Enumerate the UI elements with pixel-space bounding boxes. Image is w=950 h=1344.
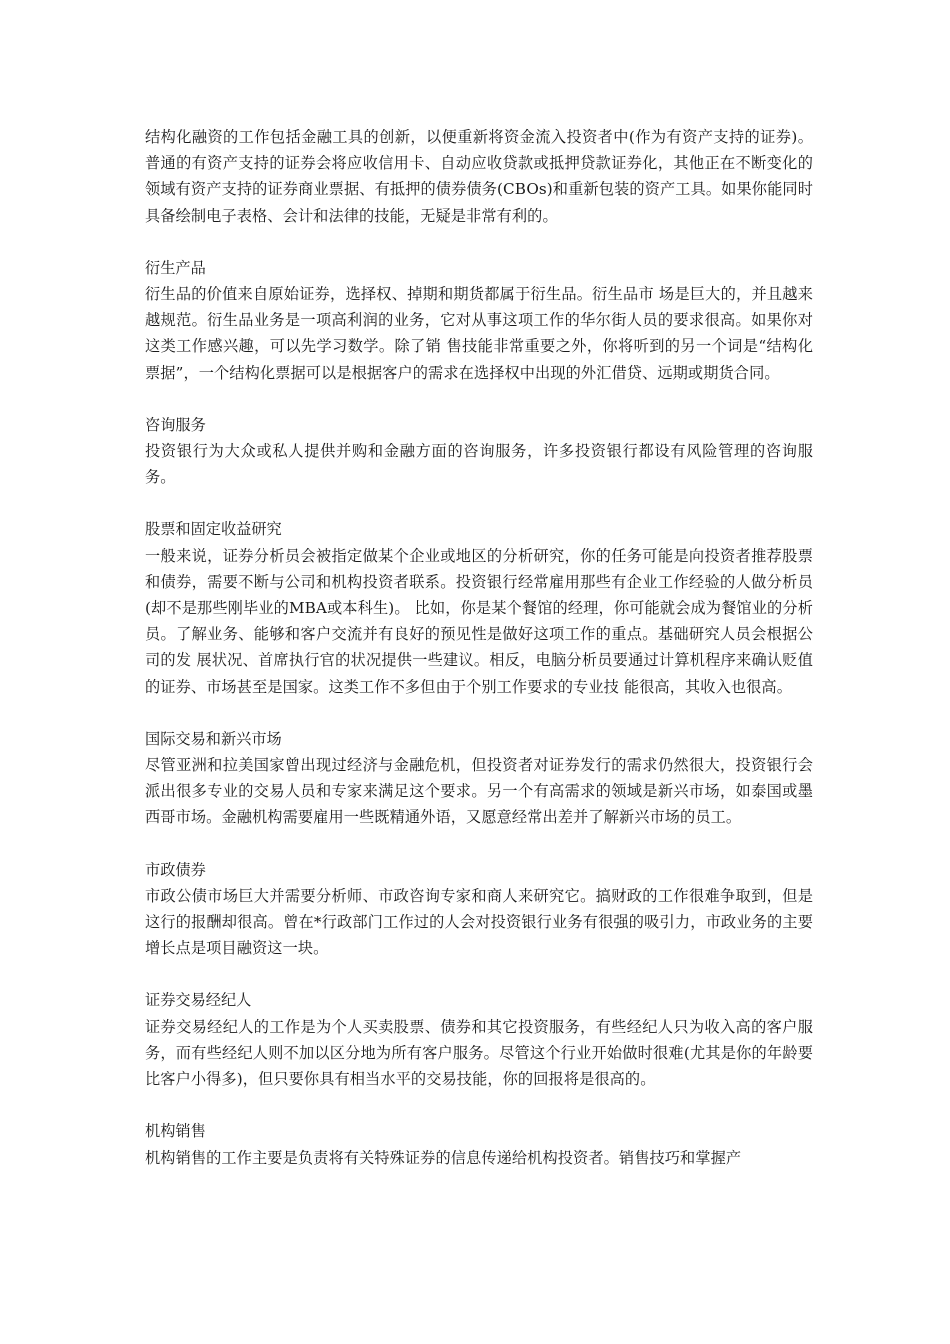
section-heading-brokerage: 证券交易经纪人 [145,991,252,1010]
spacer [145,490,813,516]
section-body-research: 一般来说，证券分析员会被指定做某个企业或地区的分析研究，你的任务可能是向投资者推荐股票和债券，需要不断与公司和机构投资者联系。投资银行经常雇用那些有企业工作经验的人做分析员(却不是那些刚毕业的MBA或本科生)。 比如，你是某个餐馆的经理，你可能就会成为餐馆业的分析员。了解业务、能够和客户交流并有良好的预见性是做好这项工作的重点。基础研究人员会根据公司的发 展状况、首席执行官的状况提供一些建议。相反，电脑分析员要通过计算机程序来确认贬值的证券、市场甚至是国家。这类工作不多但由于个别工作要求的专业技 能很高，其收入也很高。 [145,546,813,696]
section-body-institutional-sales: 机构销售的工作主要是负责将有关特殊证券的信息传递给机构投资者。销售技巧和掌握产 [145,1148,742,1167]
spacer [145,831,813,857]
section-heading-institutional-sales: 机构销售 [145,1122,206,1141]
section-body-brokerage: 证券交易经纪人的工作是为个人买卖股票、债券和其它投资服务，有些经纪人只为收入高的客户服务，而有些经纪人则不加以区分地为所有客户服务。尽管这个行业开始做时很难(尤其是你的年龄要比客户小得多)，但只要你具有相当水平的交易技能，你的回报将是很高的。 [145,1017,813,1089]
spacer [145,229,813,255]
section-body-municipal: 市政公债市场巨大并需要分析师、市政咨询专家和商人来研究它。搞财政的工作很难争取到，但是这行的报酬却很高。曾在*行政部门工作过的人会对投资银行业务有很强的吸引力，市政业务的主要增长点是项目融资这一块。 [145,886,813,958]
section-body-international: 尽管亚洲和拉美国家曾出现过经济与金融危机，但投资者对证券发行的需求仍然很大，投资银行会派出很多专业的交易人员和专家来满足这个要求。另一个有高需求的领域是新兴市场，如泰国或墨西哥市场。金融机构需要雇用一些既精通外语，又愿意经常出差并了解新兴市场的员工。 [145,756,813,827]
intro-paragraph: 结构化融资的工作包括金融工具的创新，以便重新将资金流入投资者中(作为有资产支持的证券)。普通的有资产支持的证券会将应收信用卡、自动应收贷款或抵押贷款证券化，其他正在不断变化的领域有资产支持的证券商业票据、有抵押的债券债务(CBOs)和重新包装的资产工具。如果你能同时具备绘制电子表格、会计和法律的技能，无疑是非常有利的。 [145,128,813,225]
spacer [145,961,813,987]
section-heading-municipal: 市政债券 [145,860,206,879]
section-heading-international: 国际交易和新兴市场 [145,729,282,748]
document-page [145,124,813,1171]
section-heading-research: 股票和固定收益研究 [145,520,282,539]
section-heading-advisory: 咨询服务 [145,415,206,434]
section-heading-derivatives: 衍生产品 [145,258,206,277]
spacer [145,386,813,412]
section-body-derivatives: 衍生品的价值来自原始证券，选择权、掉期和期货都属于衍生品。衍生品市 场是巨大的，并且越来越规范。衍生品业务是一项高利润的业务，它对从事这项工作的华尔街人员的要求很高。如果你对这类工作感兴趣，可以先学习数学。除了销 售技能非常重要之外，你将听到的另一个词是“结构化票据”，一个结构化票据可以是根据客户的需求在选择权中出现的外汇借贷、远期或期货合同。 [145,285,813,382]
spacer [145,1092,813,1118]
spacer [145,700,813,726]
section-body-advisory: 投资银行为大众或私人提供并购和金融方面的咨询服务，许多投资银行都设有风险管理的咨询服务。 [145,442,813,487]
